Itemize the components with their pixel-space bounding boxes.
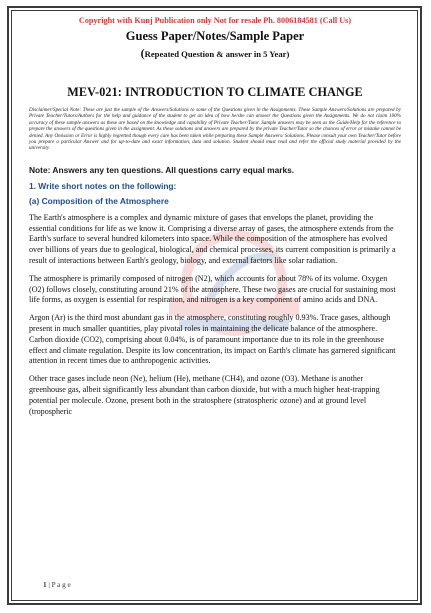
paragraph: Other trace gases include neon (Ne), helium (He), methane (CH4), and ozone (O3). Methane is another greenhouse gas, albeit significantly less abundant than carbon dioxide, but with a much higher heat-trapping potential per molecule. Ozone, present both in the stratosphere (stratospheric ozone) and at ground level (tropospheric	[29, 374, 380, 416]
course-title: MEV-021: INTRODUCTION TO CLIMATE CHANGE	[67, 85, 363, 99]
page-content	[29, 14, 401, 417]
paragraph: The atmosphere is primarily composed of nitrogen (N2), which accounts for about 78% of its volume. Oxygen (O2) follows closely, constituting around 21% of the atmosphere. These two gases are crucial for sustaining most life forms, as oxygen is essential for respiration, and nitrogen is a key component of amino acids and DNA.	[29, 273, 396, 305]
page-label: | P a g e	[46, 581, 71, 589]
page-number: 1	[43, 581, 47, 589]
subtitle-paren-open: (	[140, 46, 145, 60]
page-footer	[43, 581, 71, 589]
subsection-heading: (a) Composition of the Atmosphere	[29, 195, 169, 206]
question-heading: 1. Write short notes on the following:	[29, 180, 177, 191]
document-subtitle	[29, 46, 401, 61]
document-title: Guess Paper/Notes/Sample Paper	[125, 29, 305, 43]
disclaimer-text: Disclaimer/Special Note: These are just the sample of the Answers/Solutions to some of the Questions given in the Assignments. These Sample Answers/Solutions are prepared by Private Teacher/Tutors/Authors for the help and guidance of the student to get an idea of how he/she can answer the Questions given the Assignments. We do not claim 100% accuracy of these sample answers as these are based on the knowledge and capability of Private Teacher/Tutor. Sample answers may be seen as the Guide/Help for the reference to prepare the answers of the questions given in the assignment. As these solutions and answers are prepared by the private Teacher/Tutor so the chances of error or mistake cannot be denied. Any Omission or Error is highly regretted though every care has been taken while preparing these Sample Answers/ Solutions. Please consult your own Teacher/Tutor before you prepare a particular Answer and for up-to-date and exact information, data and solution. Student should must read and refer the official study material provided by the university.	[29, 107, 401, 152]
subtitle-paren-close: )	[286, 49, 290, 59]
paragraph: The Earth's atmosphere is a complex and dynamic mixture of gases that envelops the planet, providing the essential conditions for life as we know it. Comprising a diverse array of gases, the atmosphere extends from the Earth's surface to several hundred kilometers into space. While the composition of the atmosphere has evolved over billions of years due to geological, biological, and chemical processes, its current composition is primarily a result of interactions between Earth's geology, biology, and external factors like solar radiation.	[29, 212, 396, 266]
paragraph: Argon (Ar) is the third most abundant gas in the atmosphere, constituting roughly 0.93%. Trace gases, although present in much smaller quantities, play pivotal roles in maintaining the delicate balance of the atmosphere. Carbon dioxide (CO2), comprising about 0.04%, is of paramount importance due to its role in the greenhouse effect and climate regulation. Despite its low concentration, its impact on Earth's climate has garnered significant attention in recent times due to anthropogenic activities.	[29, 313, 396, 366]
instructions-note: Note: Answers any ten questions. All questions carry equal marks.	[29, 164, 295, 175]
copyright-line: Copyright with Kunj Publication only Not for resale Ph. 8006184581 (Call Us)	[78, 16, 352, 25]
document-page	[7, 6, 422, 605]
subtitle-text: Repeated Question & answer in 5 Year	[144, 49, 287, 59]
